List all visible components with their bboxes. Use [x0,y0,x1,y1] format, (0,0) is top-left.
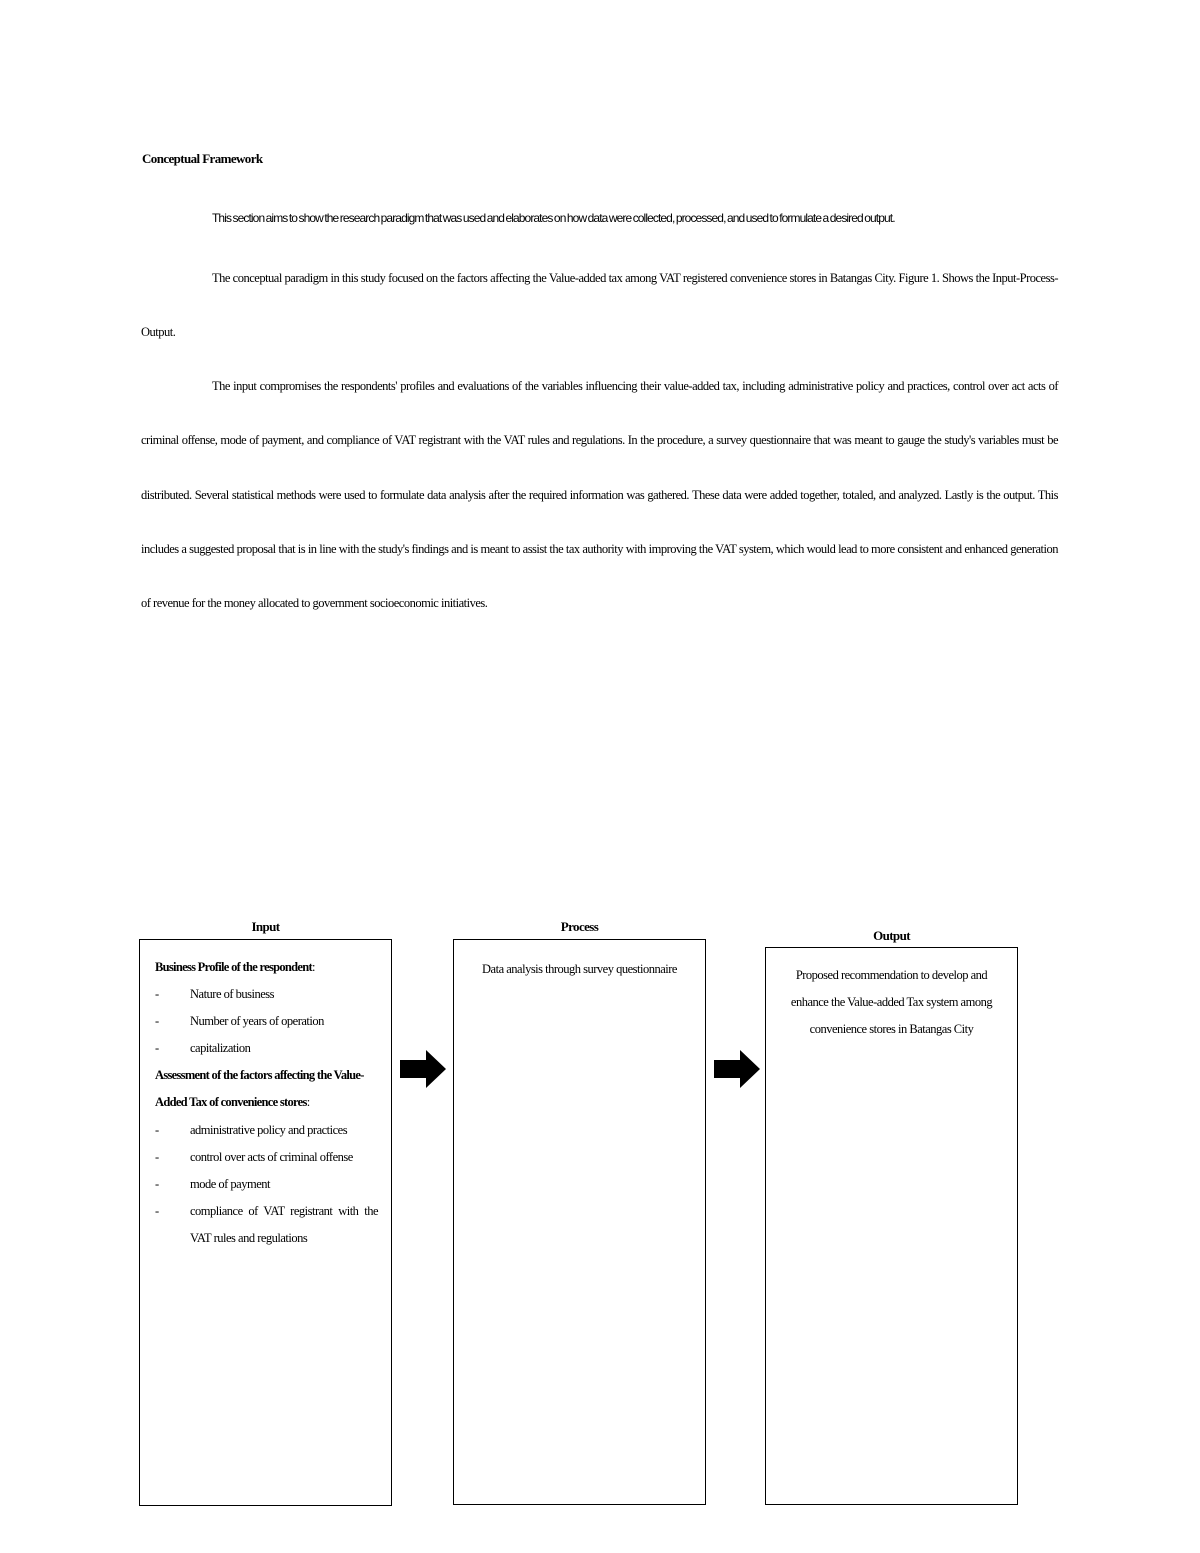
dash-bullet: - [155,1041,159,1056]
input-box [139,939,392,1506]
paragraph-purpose: This section aims to show the research paradigm that was used and elaborates on how data were collected, processed, and used to formulate a desired output. [212,211,895,225]
input-group-business-profile [155,954,378,981]
output-text: Proposed recommendation to develop and enhance the Value-added Tax system among convenience stores in Batangas City [790,968,993,1037]
list-item-text: compliance of VAT registrant with the VAT rules and regulations [190,1203,378,1245]
list-item-text: Number of years of operation [190,1014,324,1029]
list-item-text: control over acts of criminal offense [190,1149,353,1164]
dash-bullet: - [155,1176,159,1191]
colon: : [306,1095,310,1110]
dash-bullet: - [155,1014,159,1029]
list-item [155,1144,378,1171]
output-title: Output [873,928,910,943]
right-arrow-icon [400,1050,446,1088]
assessment-heading: Assessment of the factors affecting the Value-Added Tax of convenience stores [155,1068,364,1110]
dash-bullet: - [155,1122,159,1137]
process-box [453,939,706,1505]
list-item-text: capitalization [190,1041,251,1056]
input-title: Input [251,919,280,934]
list-item [155,1117,378,1144]
process-text: Data analysis through survey questionnaire [482,962,677,976]
list-item-text: mode of payment [190,1176,270,1191]
list-item [155,1008,378,1035]
process-title: Process [560,919,599,934]
colon: : [312,960,315,974]
input-group-assessment [155,1062,378,1116]
dash-bullet: - [155,987,159,1002]
dash-bullet: - [155,1149,159,1164]
dash-bullet: - [155,1203,159,1218]
list-item-text: administrative policy and practices [190,1122,348,1137]
business-profile-heading: Business Profile of the respondent [155,960,312,974]
list-item [155,1198,378,1252]
section-heading: Conceptual Framework [142,151,263,166]
list-item-text: Nature of business [190,987,275,1002]
list-item [155,1171,378,1198]
paragraph-paradigm: The conceptual paradigm in this study focused on the factors affecting the Value-added tax among VAT registered convenience stores in Batangas City. Figure 1. Shows the Input-Process-Output. [141,271,1058,340]
list-item [155,1035,378,1062]
right-arrow-icon [714,1050,760,1088]
list-item [155,981,378,1008]
business-profile-list [155,981,378,1062]
paragraph-ipo-explanation: The input compromises the respondents' profiles and evaluations of the variables influencing their value-added tax, including administrative policy and practices, control over act acts of criminal offense, mode of payment, and compliance of VAT registrant with the VAT rules and regulations. In the procedure, a survey questionnaire that was meant to gauge the study's variables must be distributed. Several statistical methods were used to formulate data analysis after the required information was gathered. These data were added together, totaled, and analyzed. Lastly is the output. This includes a suggested proposal that is in line with the study's findings and is meant to assist the tax authority with improving the VAT system, which would lead to more consistent and enhanced generation of revenue for the money allocated to government socioeconomic initiatives. [141,379,1058,611]
output-box [765,947,1018,1505]
assessment-list [155,1117,378,1252]
